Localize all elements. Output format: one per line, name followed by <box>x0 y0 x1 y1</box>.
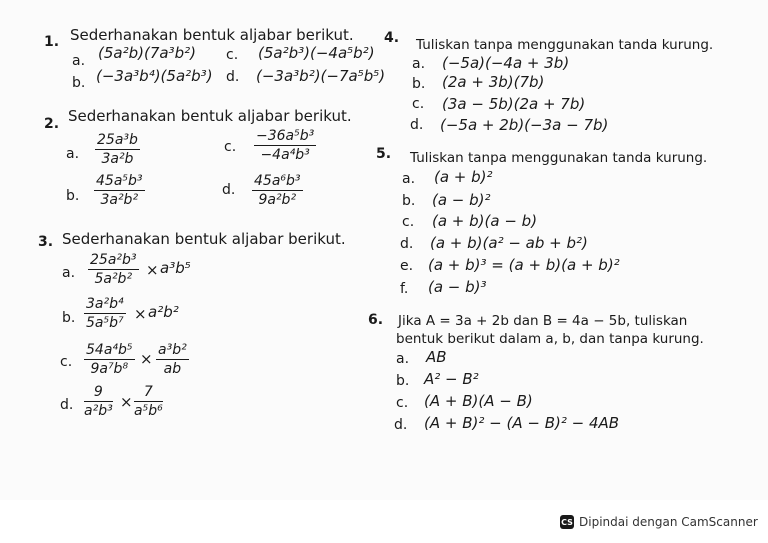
times-sign: × <box>146 261 159 279</box>
q1-item-a-expr: (5a²b)(7a³b²) <box>98 44 196 62</box>
q2-title: Sederhanakan bentuk aljabar berikut. <box>68 107 352 125</box>
q3-item-c-fraction <box>84 342 135 377</box>
camscanner-watermark <box>560 511 758 533</box>
numerator: −36a⁵b³ <box>256 128 315 144</box>
q6-item-a-expr: AB <box>426 348 447 366</box>
q3-item-d-fraction-2 <box>134 384 163 419</box>
q6-item-c-expr: (A + B)(A − B) <box>424 392 533 410</box>
q5-item-c-expr: (a + b)(a − b) <box>432 212 538 230</box>
denominator: 3a²b² <box>100 192 139 208</box>
q4-item-d-expr: (−5a + 2b)(−3a − 7b) <box>440 116 609 134</box>
denominator: 9a⁷b⁸ <box>90 361 129 377</box>
denominator: 3a²b <box>101 151 134 167</box>
q3-item-b-rest: a²b² <box>148 303 179 321</box>
q5-item-f-expr: (a − b)³ <box>428 278 487 296</box>
q1-number: 1. <box>44 34 60 50</box>
q4-item-a-expr: (−5a)(−4a + 3b) <box>442 54 570 72</box>
q3-item-c-label: c. <box>60 354 73 370</box>
q5-item-a-expr: (a + b)² <box>434 168 493 186</box>
q1-item-c-label: c. <box>226 47 239 63</box>
denominator: 5a⁵b⁷ <box>86 315 124 331</box>
q5-item-b-label: b. <box>402 193 416 209</box>
q1-item-c-expr: (5a²b³)(−4a⁵b²) <box>258 44 375 62</box>
numerator: a³b² <box>158 342 187 358</box>
numerator: 3a²b⁴ <box>86 296 124 312</box>
numerator: 45a⁶b³ <box>254 173 301 189</box>
denominator: 5a²b² <box>94 271 133 287</box>
times-sign: × <box>134 305 147 323</box>
q5-item-f-label: f. <box>400 281 409 297</box>
numerator: 25a³b <box>97 132 138 148</box>
q2-item-b-fraction <box>94 173 145 208</box>
q5-item-e-label: e. <box>400 258 414 274</box>
q5-item-d-expr: (a + b)(a² − ab + b²) <box>430 234 588 252</box>
numerator: 7 <box>134 384 163 402</box>
q3-number: 3. <box>38 234 54 250</box>
denominator: a⁵b⁶ <box>134 403 163 419</box>
q4-item-d-label: d. <box>410 117 424 133</box>
q5-item-a-label: a. <box>402 171 416 187</box>
numerator: 45a⁵b³ <box>96 173 143 189</box>
q6-item-b-label: b. <box>396 373 410 389</box>
q4-item-a-label: a. <box>412 56 426 72</box>
q1-item-d-expr: (−3a³b²)(−7a⁵b⁵) <box>256 67 386 85</box>
q5-title: Tuliskan tanpa menggunakan tanda kurung. <box>410 150 708 166</box>
denominator: a²b³ <box>84 403 113 419</box>
q6-item-d-label: d. <box>394 417 408 433</box>
q2-number: 2. <box>44 116 60 132</box>
q3-item-d-label: d. <box>60 397 74 413</box>
numerator: 9 <box>84 384 113 402</box>
q3-item-b-fraction <box>84 296 126 331</box>
q4-item-c-expr: (3a − 5b)(2a + 7b) <box>442 95 586 113</box>
q4-item-b-expr: (2a + 3b)(7b) <box>442 73 545 91</box>
q4-item-c-label: c. <box>412 96 425 112</box>
q6-item-c-label: c. <box>396 395 409 411</box>
numerator: 25a²b³ <box>90 252 137 268</box>
denominator: 9a²b² <box>258 192 297 208</box>
q1-item-d-label: d. <box>226 69 240 85</box>
q3-title: Sederhanakan bentuk aljabar berikut. <box>62 230 346 248</box>
watermark-text: Dipindai dengan CamScanner <box>579 515 758 529</box>
q6-item-b-expr: A² − B² <box>424 370 479 388</box>
numerator: 54a⁴b⁵ <box>86 342 133 358</box>
q5-item-b-expr: (a − b)² <box>432 191 491 209</box>
q2-item-a-label: a. <box>66 146 80 162</box>
q4-number: 4. <box>384 30 400 46</box>
q2-item-c-fraction <box>254 128 316 163</box>
q3-item-a-fraction <box>88 252 139 287</box>
q6-line1: Jika A = 3a + 2b dan B = 4a − 5b, tuliskan <box>398 313 688 329</box>
q1-title: Sederhanakan bentuk aljabar berikut. <box>70 26 354 44</box>
q2-item-b-label: b. <box>66 188 80 204</box>
q1-item-b-label: b. <box>72 75 86 91</box>
denominator: −4a⁴b³ <box>260 147 310 163</box>
q4-title: Tuliskan tanpa menggunakan tanda kurung. <box>416 37 714 53</box>
q6-item-a-label: a. <box>396 351 410 367</box>
q5-item-e-expr: (a + b)³ = (a + b)(a + b)² <box>428 256 620 274</box>
q6-line2: bentuk berikut dalam a, b, dan tanpa kurung. <box>396 331 704 347</box>
times-sign: × <box>120 393 133 411</box>
q5-item-d-label: d. <box>400 236 414 252</box>
q6-item-d-expr: (A + B)² − (A − B)² − 4AB <box>424 414 620 432</box>
q1-item-a-label: a. <box>72 53 86 69</box>
camscanner-logo-icon: CS <box>560 515 574 529</box>
q3-item-d-fraction <box>84 384 113 419</box>
q1-item-b-expr: (−3a³b⁴)(5a²b³) <box>96 67 213 85</box>
q5-item-c-label: c. <box>402 214 415 230</box>
denominator: ab <box>163 361 182 377</box>
q5-number: 5. <box>376 146 392 162</box>
q3-item-c-fraction-2 <box>156 342 189 377</box>
times-sign: × <box>140 350 153 368</box>
q4-item-b-label: b. <box>412 76 426 92</box>
q6-number: 6. <box>368 312 384 328</box>
q2-item-a-fraction <box>95 132 140 167</box>
q2-item-d-label: d. <box>222 182 236 198</box>
q3-item-a-rest: a³b⁵ <box>160 259 191 277</box>
q2-item-d-fraction <box>252 173 303 208</box>
q2-item-c-label: c. <box>224 139 237 155</box>
q3-item-b-label: b. <box>62 310 76 326</box>
q3-item-a-label: a. <box>62 265 76 281</box>
